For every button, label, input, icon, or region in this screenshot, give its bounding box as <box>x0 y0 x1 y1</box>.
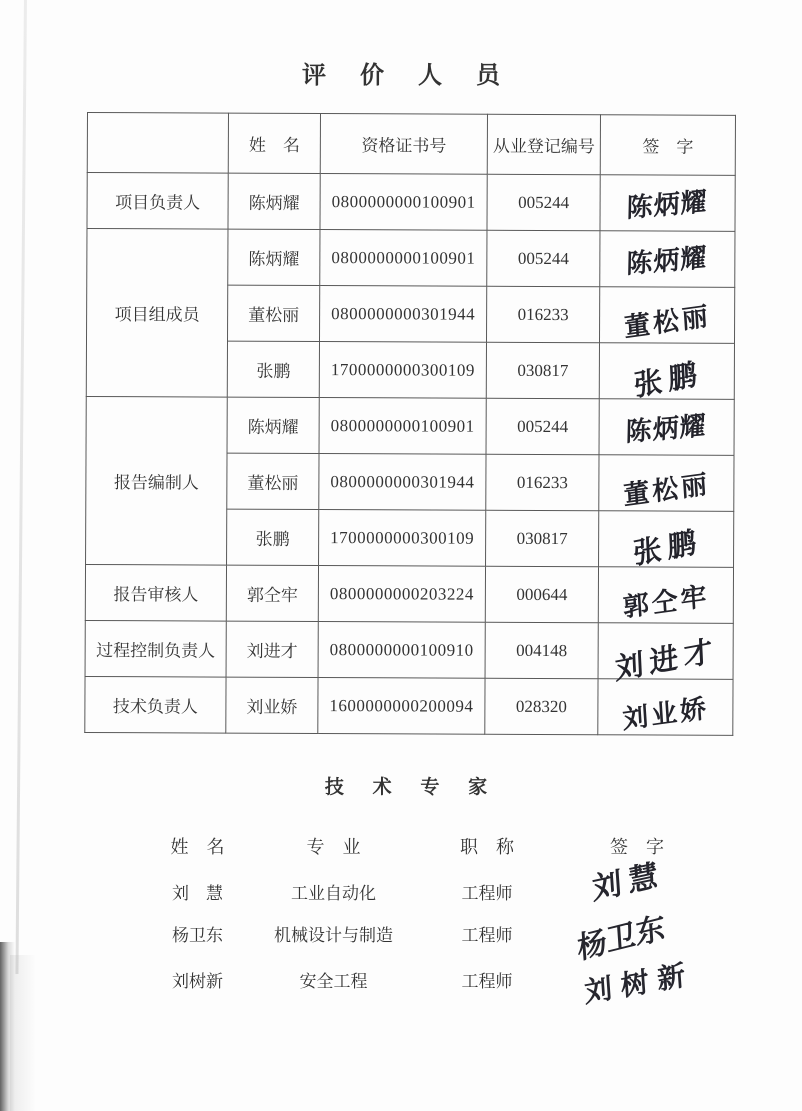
name-cell: 陈炳耀 <box>228 173 320 229</box>
expert-major: 安全工程 <box>299 971 368 991</box>
registration-number-cell: 030817 <box>486 342 599 398</box>
experts-header-signature: 签 字 <box>610 837 664 857</box>
expert-signature-cell <box>552 857 722 913</box>
experts-header-major: 专 业 <box>306 837 361 857</box>
certificate-number-cell: 1600000000200094 <box>318 678 485 735</box>
table-row <box>87 173 735 232</box>
experts-section <box>150 772 722 1010</box>
expert-name: 刘树新 <box>172 971 223 991</box>
registration-number-cell: 005244 <box>487 174 600 230</box>
role-cell: 技术负责人 <box>85 676 226 733</box>
registration-number-cell: 016233 <box>486 286 599 342</box>
handwritten-signature: 陈炳耀 <box>626 187 709 223</box>
registration-number-cell: 028320 <box>485 678 598 734</box>
expert-major: 工业自动化 <box>291 883 376 903</box>
registration-number-cell: 005244 <box>486 398 599 454</box>
handwritten-signature: 董松丽 <box>623 469 712 511</box>
handwritten-signature: 刘业娇 <box>622 693 711 735</box>
expert-row <box>150 910 722 967</box>
handwritten-signature: 郭仝牢 <box>622 581 711 623</box>
name-cell: 刘进才 <box>226 621 318 677</box>
certificate-number-cell: 1700000000300109 <box>319 342 486 399</box>
name-cell: 张鹏 <box>227 509 319 565</box>
certificate-number-cell: 0800000000301944 <box>319 454 486 511</box>
certificate-number-cell: 0800000000100901 <box>320 174 487 231</box>
expert-job-title: 工程师 <box>461 971 513 991</box>
name-cell: 张鹏 <box>227 341 319 397</box>
header-row <box>87 113 735 176</box>
role-cell: 项目负责人 <box>87 173 228 230</box>
header-certificate-number: 资格证书号 <box>320 114 487 175</box>
certificate-number-cell: 0800000000203224 <box>318 566 485 623</box>
role-cell: 项目组成员 <box>86 229 228 398</box>
certificate-number-cell: 0800000000100901 <box>320 230 487 287</box>
expert-name: 刘 慧 <box>172 883 223 903</box>
role-cell: 报告编制人 <box>86 396 228 565</box>
handwritten-signature: 张鹏 <box>633 357 704 404</box>
expert-job-title: 工程师 <box>461 925 513 945</box>
table-row <box>85 564 733 623</box>
signature-cell <box>600 175 735 232</box>
signature-cell <box>600 231 735 288</box>
certificate-number-cell: 0800000000100910 <box>318 622 485 679</box>
experts-title: 技 术 专 家 <box>324 777 500 798</box>
signature-cell <box>598 567 733 624</box>
certificate-number-cell: 1700000000300109 <box>319 510 486 567</box>
handwritten-signature: 陈炳耀 <box>626 243 708 279</box>
signature-cell <box>599 287 734 344</box>
signature-cell <box>599 511 734 572</box>
signature-cell <box>599 399 734 456</box>
expert-name: 杨卫东 <box>172 925 223 945</box>
registration-number-cell: 030817 <box>486 510 599 566</box>
registration-number-cell: 016233 <box>486 454 599 510</box>
handwritten-signature: 刘进才 <box>614 634 720 687</box>
handwritten-signature: 刘慧 <box>591 857 666 907</box>
evaluators-table-body <box>85 173 735 736</box>
signature-cell <box>599 343 734 404</box>
handwritten-signature: 张鹏 <box>632 525 703 572</box>
certificate-number-cell: 0800000000100901 <box>319 398 486 455</box>
expert-major: 机械设计与制造 <box>274 925 393 945</box>
page-title: 评 价 人 员 <box>302 63 514 89</box>
name-cell: 刘业娇 <box>226 677 318 733</box>
handwritten-signature: 陈炳耀 <box>625 411 708 447</box>
header-name: 姓 名 <box>228 113 320 173</box>
expert-row <box>150 857 722 907</box>
header-signature: 签 字 <box>600 115 735 176</box>
certificate-number-cell: 0800000000301944 <box>320 286 487 343</box>
table-row <box>87 229 735 288</box>
expert-signature-cell <box>552 958 722 1010</box>
scan-edge-line <box>15 0 27 974</box>
handwritten-signature: 刘树新 <box>583 958 696 1010</box>
name-cell: 陈炳耀 <box>228 229 320 285</box>
table-row <box>85 676 733 735</box>
evaluators-table-header <box>87 113 735 176</box>
signature-cell <box>598 623 733 687</box>
evaluators-table <box>84 112 736 736</box>
expert-signature-cell <box>552 910 722 967</box>
table-row <box>85 620 733 679</box>
header-registration-number: 从业登记编号 <box>487 114 600 174</box>
scan-corner-shadow-soft <box>10 955 36 1111</box>
name-cell: 郭仝牢 <box>226 565 318 621</box>
handwritten-signature: 杨卫东 <box>576 910 667 967</box>
name-cell: 董松丽 <box>228 285 320 341</box>
registration-number-cell: 004148 <box>485 622 598 678</box>
expert-job-title: 工程师 <box>461 883 513 903</box>
role-cell: 过程控制负责人 <box>85 620 226 677</box>
experts-rows <box>150 857 722 1010</box>
handwritten-signature: 董松丽 <box>623 301 712 343</box>
experts-header-job-title: 职 称 <box>460 837 514 857</box>
name-cell: 董松丽 <box>227 453 319 509</box>
registration-number-cell: 005244 <box>487 230 600 286</box>
table-row <box>86 396 734 455</box>
experts-header-name: 姓 名 <box>170 837 225 857</box>
name-cell: 陈炳耀 <box>227 397 319 453</box>
expert-row <box>150 958 722 1010</box>
registration-number-cell: 000644 <box>485 566 598 622</box>
signature-cell <box>599 455 734 512</box>
role-cell: 报告审核人 <box>85 564 226 621</box>
header-role-blank <box>87 113 228 174</box>
